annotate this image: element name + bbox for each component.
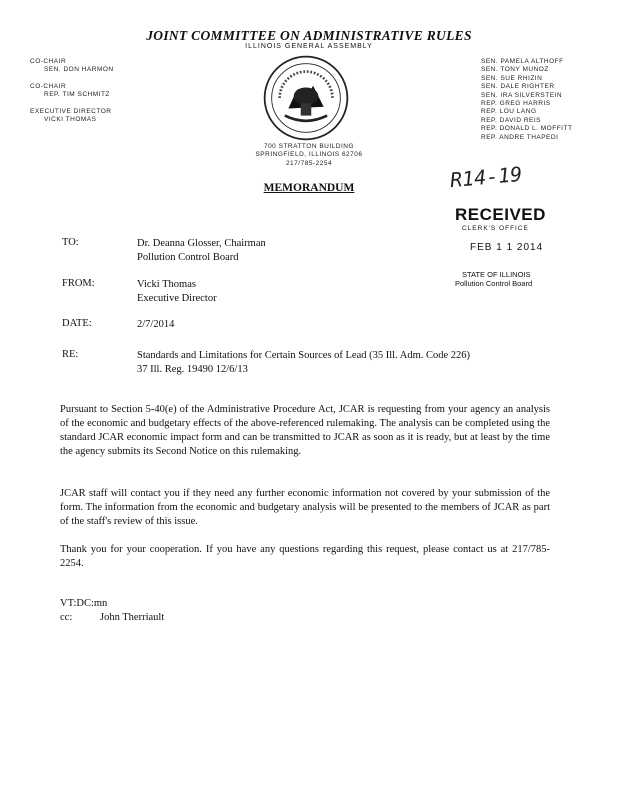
re-subject: [137, 349, 470, 377]
address-line: SPRINGFIELD, ILLINOIS 62706: [255, 151, 363, 159]
cc-name: John Therriault: [100, 612, 165, 623]
body-paragraph: Thank you for your cooperation. If you have any questions regarding this request, please contact us at 217/785-2254.: [60, 544, 550, 569]
initials-line: VT:DC:mn: [60, 598, 108, 609]
co-chair-name: REP. TIM SCHMITZ: [44, 91, 110, 99]
to-line: Dr. Deanna Glosser, Chairman: [137, 238, 266, 249]
to-recipient: [137, 237, 266, 265]
re-label: RE:: [62, 349, 79, 360]
date-label: DATE:: [62, 318, 92, 329]
handwritten-docket-number: R14-19: [449, 161, 524, 193]
address-block: [0, 143, 618, 168]
committee-title: JOINT COMMITTEE ON ADMINISTRATIVE RULES: [146, 28, 472, 43]
member-name: SEN. TONY MUNOZ: [481, 66, 549, 74]
member-name: REP. LOU LANG: [481, 108, 537, 116]
to-line: Pollution Control Board: [137, 252, 239, 263]
re-line: 37 Ill. Reg. 19490 12/6/13: [137, 364, 248, 375]
officers-block: [30, 58, 114, 124]
received-stamp: RECEIVED: [455, 205, 546, 224]
body-paragraph: Pursuant to Section 5-40(e) of the Administrative Procedure Act, JCAR is requesting from your agency an analysis of the economic and budgetary effects of the above-referenced rulemaking. The analysis can be completed using the standard JCAR economic impact form and can be transmitted to JCAR as soon as it is ready, but at least by the time the agency submits its Second Notice on this rulemaking.: [60, 404, 550, 457]
cc-label: cc:: [60, 612, 73, 623]
date-value: 2/7/2014: [137, 319, 175, 330]
member-name: REP. GREG HARRIS: [481, 100, 551, 108]
state-seal-icon: [262, 54, 350, 142]
co-chair-name: SEN. DON HARMON: [44, 66, 114, 74]
co-chair-label: CO-CHAIR: [30, 82, 67, 90]
executive-director-label: EXECUTIVE DIRECTOR: [30, 107, 112, 115]
member-name: SEN. PAMELA ALTHOFF: [481, 58, 564, 65]
body-paragraph: JCAR staff will contact you if they need any further economic information not covered by your submission of the form. The information from the economic and budgetary analysis will be presented to the members of JCAR as part of the staff's review of this issue.: [60, 488, 550, 527]
from-line: Executive Director: [137, 293, 217, 304]
from-sender: [137, 278, 217, 306]
members-block: [481, 58, 611, 142]
stamp-board: Pollution Control Board: [455, 279, 533, 288]
member-name: SEN. DALE RIGHTER: [481, 83, 555, 91]
phone-line: 217/785-2254: [285, 159, 333, 167]
from-line: Vicki Thomas: [137, 279, 196, 290]
re-line: Standards and Limitations for Certain Sources of Lead (35 Ill. Adm. Code 226): [137, 350, 471, 361]
committee-subtitle: ILLINOIS GENERAL ASSEMBLY: [245, 43, 373, 50]
member-name: SEN. SUE RHIZIN: [481, 74, 543, 82]
executive-director-name: VICKI THOMAS: [44, 116, 97, 124]
to-label: TO:: [62, 237, 79, 248]
co-chair-label: CO-CHAIR: [30, 58, 67, 65]
received-date-stamp: FEB 1 1 2014: [470, 242, 544, 253]
member-name: REP. ANDRE THAPEDI: [481, 133, 559, 141]
member-name: REP. DONALD L. MOFFITT: [481, 125, 573, 133]
member-name: SEN. IRA SILVERSTEIN: [481, 91, 563, 99]
from-label: FROM:: [62, 278, 95, 289]
stamp-state: STATE OF ILLINOIS: [462, 270, 531, 279]
member-name: REP. DAVID REIS: [481, 116, 541, 124]
address-line: 700 STRATTON BUILDING: [263, 143, 355, 150]
clerk-office-stamp: CLERK'S OFFICE: [462, 225, 529, 232]
memorandum-heading: MEMORANDUM: [263, 182, 355, 194]
